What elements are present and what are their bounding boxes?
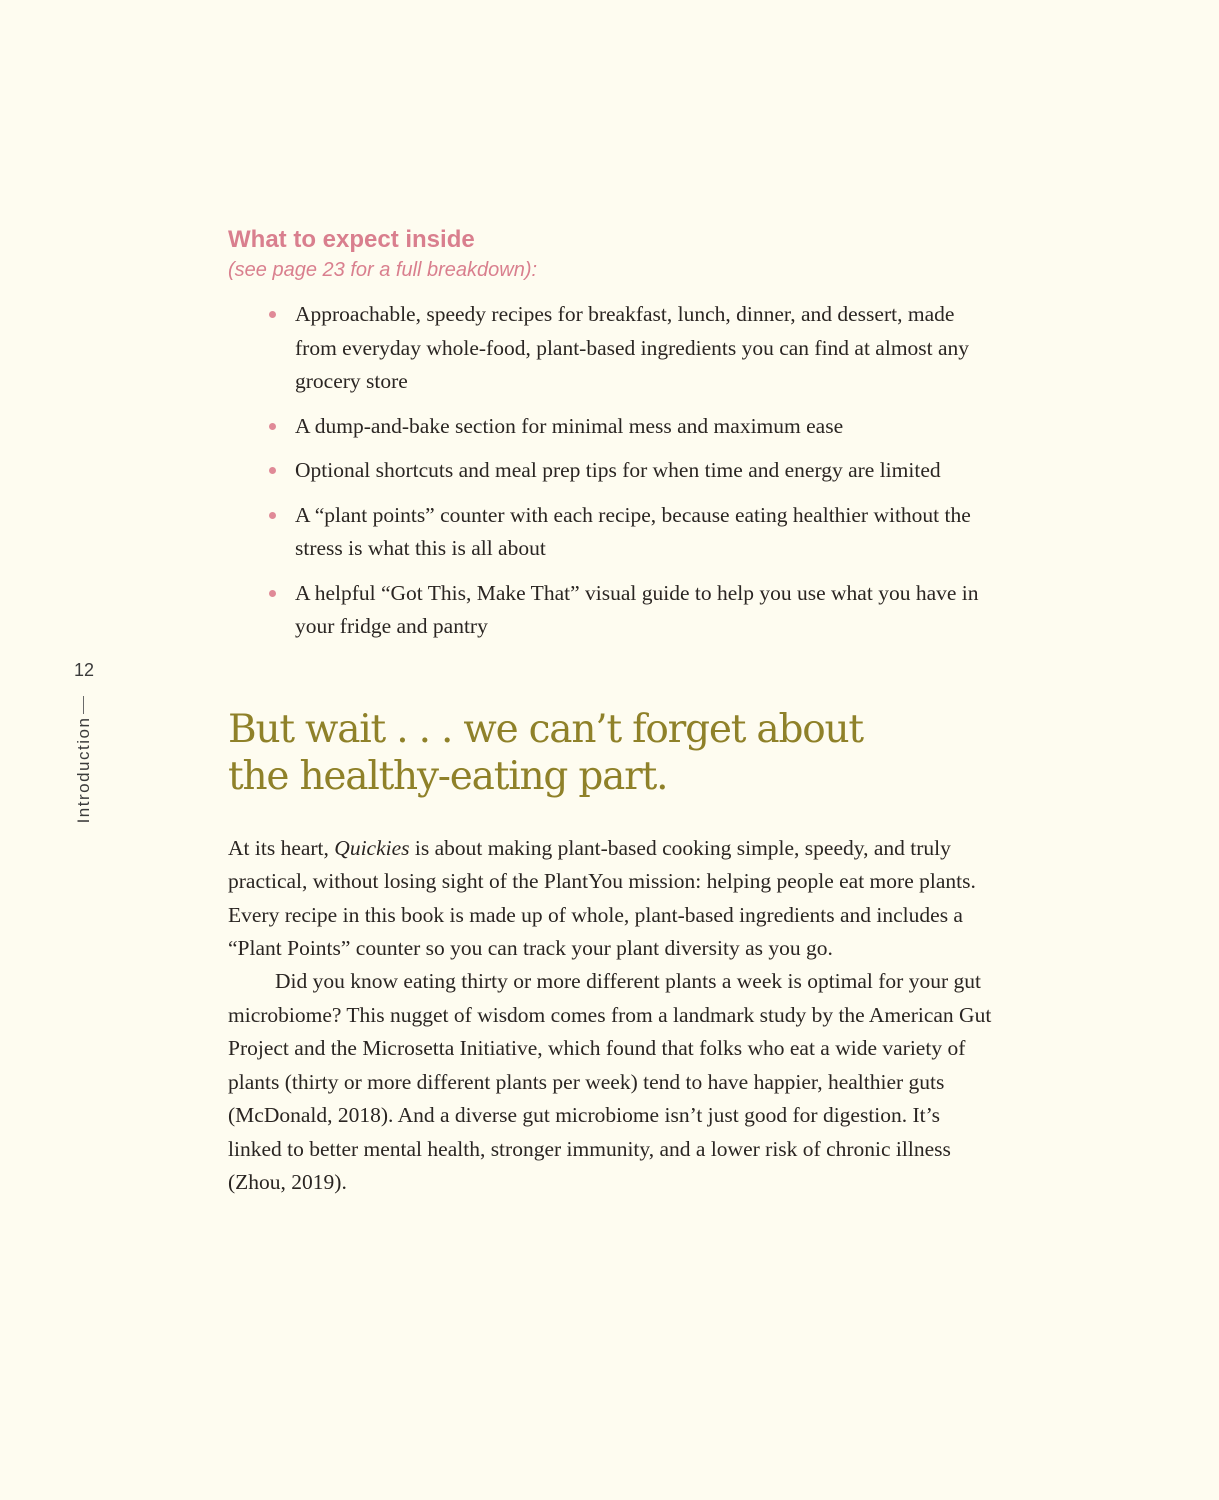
list-item — [295, 298, 998, 399]
paragraph-1-rest: is about making plant-based cooking simple, speedy, and truly practical, without losing sight of the PlantYou mission: helping people eat more plants. Every recipe in this book is made up of whole, plant-based ingredients and includes a “Plant Points” counter so you can track your plant diversity as you go. — [228, 835, 976, 961]
paragraph-1-start: At its heart, — [228, 835, 335, 860]
bullet-dot-icon — [269, 311, 276, 318]
list-item — [295, 454, 998, 488]
book-title: Quickies — [334, 835, 410, 860]
page-margin — [60, 660, 108, 840]
list-item-text: A helpful “Got This, Make That” visual guide to help you use what you have in your fridge and pantry — [295, 580, 979, 638]
list-item-text: A dump-and-bake section for minimal mess and maximum ease — [295, 413, 844, 438]
list-item — [295, 410, 998, 444]
inside-subheading: (see page 23 for a full breakdown): — [228, 259, 538, 281]
section-heading: But wait . . . we can’t forget about the healthy-eating part. — [228, 706, 863, 799]
feature-list — [228, 298, 998, 644]
page-number: 12 — [73, 660, 95, 680]
inside-heading: What to expect inside — [228, 226, 475, 253]
running-section-label: Introduction — [74, 716, 93, 824]
list-item-text: A “plant points” counter with each recipe, because eating healthier without the stress is what this is all about — [295, 502, 971, 560]
page-content — [228, 224, 998, 1199]
list-item-text: Approachable, speedy recipes for breakfast, lunch, dinner, and dessert, made from everyday whole-food, plant-based ingredients you can find at almost any grocery store — [295, 302, 970, 393]
margin-divider — [83, 696, 84, 714]
bullet-dot-icon — [269, 423, 276, 430]
paragraph-2: Did you know eating thirty or more different plants a week is optimal for your gut microbiome? This nugget of wisdom comes from a landmark study by the American Gut Project and the Microsetta Initiative, which found that folks who eat a wide variety of plants (thirty or more different plants per week) tend to have happier, healthier guts (McDonald, 2018). And a diverse gut microbiome isn’t just good for digestion. It’s linked to better mental health, stronger immunity, and a lower risk of chronic illness (Zhou, 2019). — [228, 969, 992, 1194]
paragraph-1 — [228, 832, 998, 966]
bullet-dot-icon — [269, 467, 276, 474]
list-item-text: Optional shortcuts and meal prep tips for when time and energy are limited — [295, 458, 941, 482]
body-text — [228, 832, 998, 1199]
list-item — [295, 577, 998, 644]
list-item — [295, 499, 998, 566]
bullet-dot-icon — [269, 512, 276, 519]
bullet-dot-icon — [269, 590, 276, 597]
